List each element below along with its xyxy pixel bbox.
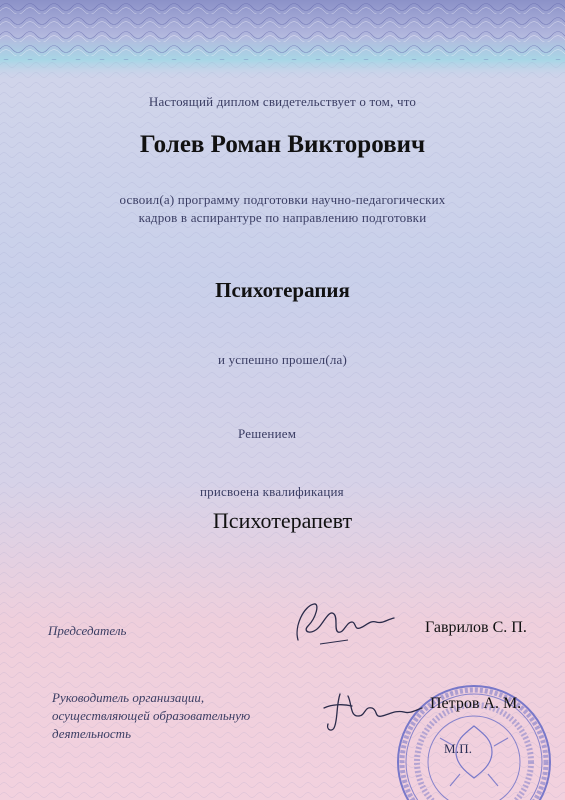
head-title-line-1: Руководитель организации,	[52, 690, 205, 705]
intro-text: Настоящий диплом свидетельствует о том, что	[148, 94, 417, 109]
passed-text: и успешно прошел(ла)	[217, 352, 348, 367]
chair-signature	[290, 596, 400, 648]
specialty-title: Психотерапия	[215, 278, 350, 302]
stamp-place-label: М.П.	[444, 741, 473, 756]
program-line-2: кадров в аспирантуре по направлению подготовки	[138, 210, 427, 225]
chair-title: Председатель	[48, 623, 127, 638]
qualification-title: Психотерапевт	[212, 508, 353, 533]
head-signature	[318, 686, 428, 736]
graduate-name: Голев Роман Викторович	[139, 131, 426, 158]
assigned-text: присвоена квалификация	[200, 484, 344, 499]
decision-text: Решением	[238, 426, 297, 441]
program-line-1: освоил(а) программу подготовки научно-педагогических	[119, 192, 446, 207]
chair-name: Гаврилов С. П.	[425, 619, 527, 636]
head-name: Петров А. М.	[430, 695, 522, 712]
head-title-line-2: осуществляющей образовательную	[52, 708, 251, 723]
head-title-line-3: деятельность	[52, 726, 131, 741]
